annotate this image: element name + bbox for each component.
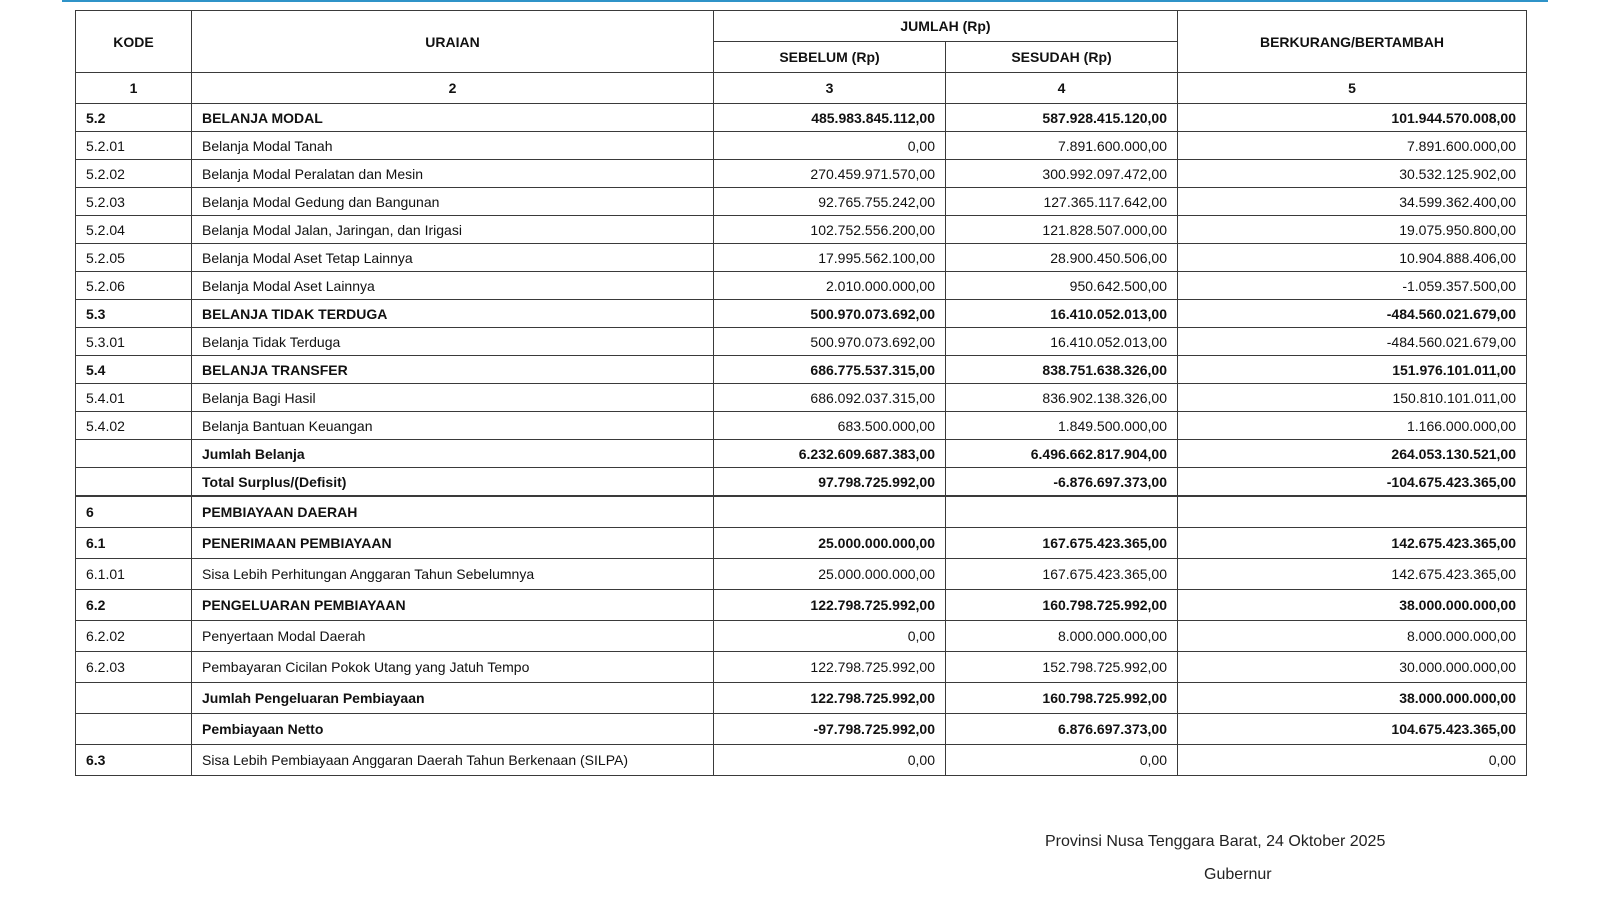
uraian-cell: Belanja Modal Aset Tetap Lainnya [192,244,714,272]
sesudah-cell: 6.496.662.817.904,00 [946,440,1178,468]
sebelum-cell: 122.798.725.992,00 [714,652,946,683]
selisih-cell: 1.166.000.000,00 [1178,412,1527,440]
table-row [76,104,1527,132]
sesudah-cell: 160.798.725.992,00 [946,590,1178,621]
selisih-cell: -1.059.357.500,00 [1178,272,1527,300]
sesudah-cell: 28.900.450.506,00 [946,244,1178,272]
uraian-cell: Jumlah Belanja [192,440,714,468]
sesudah-cell: 16.410.052.013,00 [946,300,1178,328]
sebelum-cell: 97.798.725.992,00 [714,468,946,497]
kode-cell: 6.2.03 [76,652,192,683]
sesudah-cell: 0,00 [946,745,1178,776]
sebelum-cell [714,496,946,528]
uraian-cell: Penyertaan Modal Daerah [192,621,714,652]
sebelum-cell: 0,00 [714,621,946,652]
signature-place-date: Provinsi Nusa Tenggara Barat, 24 Oktober 2025 [1045,833,1386,850]
table-row [76,590,1527,621]
sebelum-cell: 500.970.073.692,00 [714,300,946,328]
selisih-cell: 264.053.130.521,00 [1178,440,1527,468]
table-row-total [76,440,1527,468]
table-row-total [76,468,1527,497]
table-row [76,384,1527,412]
header-sebelum: SEBELUM (Rp) [714,42,946,73]
budget-table [75,10,1527,776]
sesudah-cell: -6.876.697.373,00 [946,468,1178,497]
sebelum-cell: 6.232.609.687.383,00 [714,440,946,468]
column-number: 4 [946,73,1178,104]
sebelum-cell: -97.798.725.992,00 [714,714,946,745]
kode-cell: 5.3.01 [76,328,192,356]
sebelum-cell: 25.000.000.000,00 [714,559,946,590]
selisih-cell: 30.532.125.902,00 [1178,160,1527,188]
uraian-cell: Sisa Lebih Pembiayaan Anggaran Daerah Tahun Berkenaan (SILPA) [192,745,714,776]
sesudah-cell: 587.928.415.120,00 [946,104,1178,132]
sesudah-cell: 300.992.097.472,00 [946,160,1178,188]
sebelum-cell: 683.500.000,00 [714,412,946,440]
sesudah-cell: 7.891.600.000,00 [946,132,1178,160]
selisih-cell: 7.891.600.000,00 [1178,132,1527,160]
uraian-cell: Belanja Bantuan Keuangan [192,412,714,440]
sebelum-cell: 270.459.971.570,00 [714,160,946,188]
selisih-cell: 10.904.888.406,00 [1178,244,1527,272]
sesudah-cell: 6.876.697.373,00 [946,714,1178,745]
uraian-cell: BELANJA TIDAK TERDUGA [192,300,714,328]
kode-cell: 5.2.02 [76,160,192,188]
selisih-cell: 142.675.423.365,00 [1178,559,1527,590]
column-number: 2 [192,73,714,104]
sesudah-cell: 950.642.500,00 [946,272,1178,300]
sebelum-cell: 122.798.725.992,00 [714,683,946,714]
kode-cell: 5.2.03 [76,188,192,216]
table-row [76,412,1527,440]
kode-cell: 6.2 [76,590,192,621]
sesudah-cell [946,496,1178,528]
kode-cell: 5.4 [76,356,192,384]
uraian-cell: Sisa Lebih Perhitungan Anggaran Tahun Sebelumnya [192,559,714,590]
uraian-cell: BELANJA TRANSFER [192,356,714,384]
selisih-cell: 38.000.000.000,00 [1178,683,1527,714]
sesudah-cell: 167.675.423.365,00 [946,528,1178,559]
kode-cell: 5.2.04 [76,216,192,244]
uraian-cell: Belanja Modal Aset Lainnya [192,272,714,300]
sebelum-cell: 2.010.000.000,00 [714,272,946,300]
sesudah-cell: 160.798.725.992,00 [946,683,1178,714]
kode-cell: 6.1.01 [76,559,192,590]
uraian-cell: Jumlah Pengeluaran Pembiayaan [192,683,714,714]
sebelum-cell: 485.983.845.112,00 [714,104,946,132]
table-row-total [76,714,1527,745]
selisih-cell: -104.675.423.365,00 [1178,468,1527,497]
kode-cell [76,468,192,497]
sesudah-cell: 8.000.000.000,00 [946,621,1178,652]
kode-cell: 6.2.02 [76,621,192,652]
kode-cell: 6 [76,496,192,528]
header-berkurang-bertambah: BERKURANG/BERTAMBAH [1178,11,1527,73]
sebelum-cell: 0,00 [714,745,946,776]
selisih-cell: 8.000.000.000,00 [1178,621,1527,652]
table-row [76,160,1527,188]
kode-cell: 5.3 [76,300,192,328]
kode-cell: 5.2 [76,104,192,132]
table-row [76,621,1527,652]
table-row [76,528,1527,559]
header-kode: KODE [76,11,192,73]
header-jumlah: JUMLAH (Rp) [714,11,1178,42]
selisih-cell: 34.599.362.400,00 [1178,188,1527,216]
selisih-cell: 30.000.000.000,00 [1178,652,1527,683]
kode-cell: 6.3 [76,745,192,776]
kode-cell [76,683,192,714]
table-row [76,356,1527,384]
uraian-cell: Belanja Modal Tanah [192,132,714,160]
table-row [76,216,1527,244]
kode-cell: 6.1 [76,528,192,559]
selisih-cell: -484.560.021.679,00 [1178,328,1527,356]
uraian-cell: Pembayaran Cicilan Pokok Utang yang Jatuh Tempo [192,652,714,683]
selisih-cell: 104.675.423.365,00 [1178,714,1527,745]
selisih-cell: 19.075.950.800,00 [1178,216,1527,244]
sesudah-cell: 152.798.725.992,00 [946,652,1178,683]
table-row-total [76,683,1527,714]
sebelum-cell: 17.995.562.100,00 [714,244,946,272]
uraian-cell: Belanja Modal Jalan, Jaringan, dan Irigasi [192,216,714,244]
table-row [76,132,1527,160]
kode-cell: 5.2.01 [76,132,192,160]
sesudah-cell: 838.751.638.326,00 [946,356,1178,384]
uraian-cell: BELANJA MODAL [192,104,714,132]
uraian-cell: PENERIMAAN PEMBIAYAAN [192,528,714,559]
table-row [76,559,1527,590]
table-row [76,188,1527,216]
column-number: 3 [714,73,946,104]
sebelum-cell: 25.000.000.000,00 [714,528,946,559]
uraian-cell: Belanja Tidak Terduga [192,328,714,356]
sebelum-cell: 686.092.037.315,00 [714,384,946,412]
sesudah-cell: 167.675.423.365,00 [946,559,1178,590]
uraian-cell: Belanja Modal Gedung dan Bangunan [192,188,714,216]
table-row [76,272,1527,300]
sebelum-cell: 500.970.073.692,00 [714,328,946,356]
uraian-cell: Pembiayaan Netto [192,714,714,745]
sesudah-cell: 127.365.117.642,00 [946,188,1178,216]
column-number: 5 [1178,73,1527,104]
sebelum-cell: 686.775.537.315,00 [714,356,946,384]
table-row [76,652,1527,683]
kode-cell [76,440,192,468]
selisih-cell: 101.944.570.008,00 [1178,104,1527,132]
column-number-row [76,73,1527,104]
uraian-cell: Belanja Bagi Hasil [192,384,714,412]
sesudah-cell: 16.410.052.013,00 [946,328,1178,356]
kode-cell: 5.2.06 [76,272,192,300]
top-divider [62,0,1548,2]
sebelum-cell: 122.798.725.992,00 [714,590,946,621]
uraian-cell: PEMBIAYAAN DAERAH [192,496,714,528]
selisih-cell: 150.810.101.011,00 [1178,384,1527,412]
uraian-cell: PENGELUARAN PEMBIAYAAN [192,590,714,621]
uraian-cell: Belanja Modal Peralatan dan Mesin [192,160,714,188]
sebelum-cell: 0,00 [714,132,946,160]
sebelum-cell: 102.752.556.200,00 [714,216,946,244]
uraian-cell: Total Surplus/(Defisit) [192,468,714,497]
header-sesudah: SESUDAH (Rp) [946,42,1178,73]
selisih-cell [1178,496,1527,528]
sesudah-cell: 836.902.138.326,00 [946,384,1178,412]
sebelum-cell: 92.765.755.242,00 [714,188,946,216]
kode-cell: 5.4.02 [76,412,192,440]
table-row-section [76,496,1527,528]
table-row [76,244,1527,272]
selisih-cell: 151.976.101.011,00 [1178,356,1527,384]
selisih-cell: 38.000.000.000,00 [1178,590,1527,621]
selisih-cell: -484.560.021.679,00 [1178,300,1527,328]
table-row [76,328,1527,356]
sesudah-cell: 121.828.507.000,00 [946,216,1178,244]
kode-cell: 5.2.05 [76,244,192,272]
selisih-cell: 142.675.423.365,00 [1178,528,1527,559]
table-row [76,745,1527,776]
sesudah-cell: 1.849.500.000,00 [946,412,1178,440]
selisih-cell: 0,00 [1178,745,1527,776]
kode-cell [76,714,192,745]
signature-role: Gubernur [1204,866,1272,883]
column-number: 1 [76,73,192,104]
table-row [76,300,1527,328]
header-uraian: URAIAN [192,11,714,73]
kode-cell: 5.4.01 [76,384,192,412]
